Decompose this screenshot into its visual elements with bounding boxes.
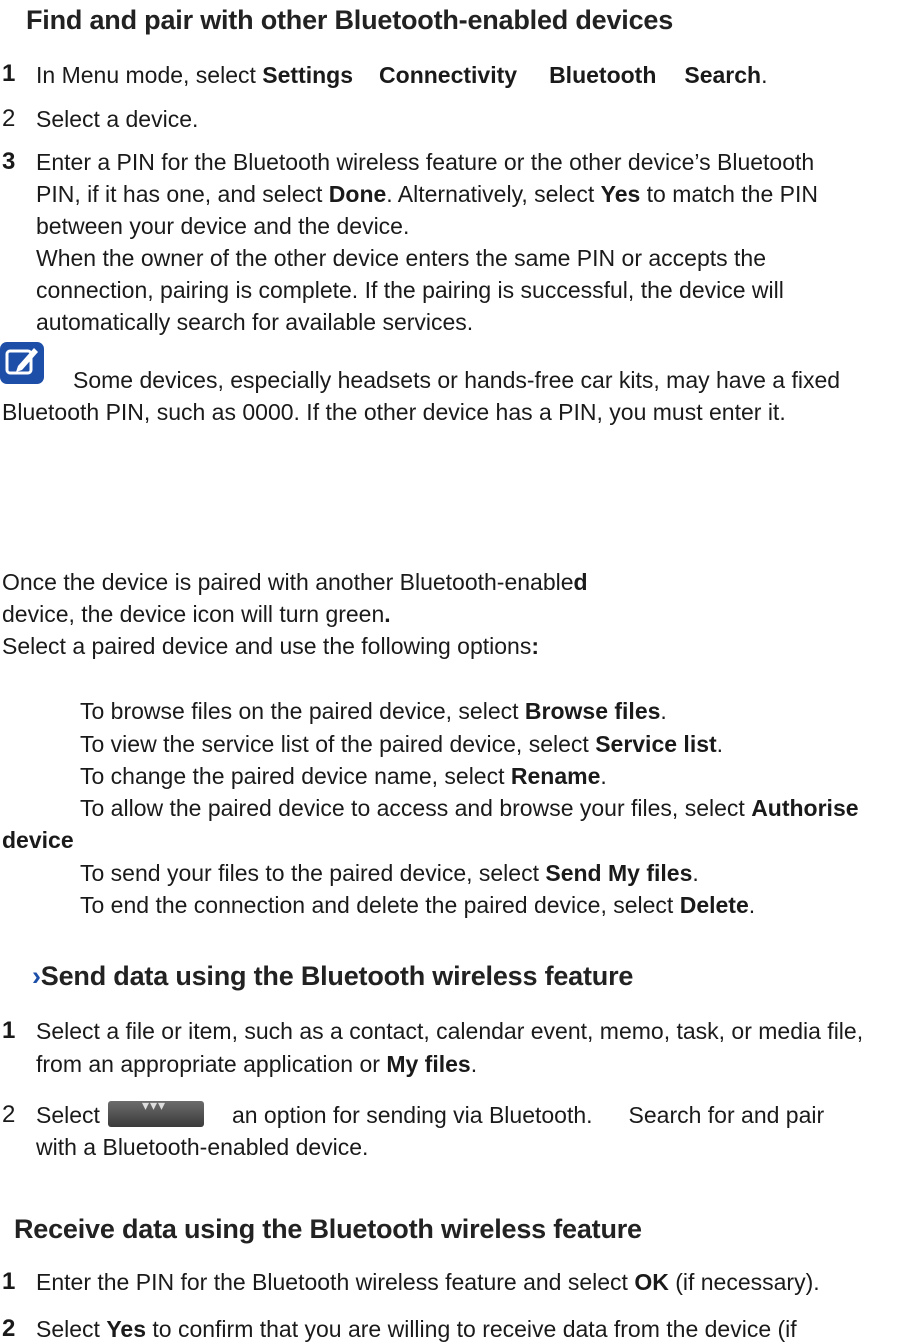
paired-text: : [531, 633, 540, 659]
find-pair-heading: Find and pair with other Bluetooth-enabled devices [26, 5, 674, 35]
step-text: Search for and pair [628, 1102, 825, 1128]
option-label: Rename [510, 763, 601, 789]
step-text: PIN, if it has one, and select [36, 181, 329, 207]
yes-label: Yes [106, 1316, 146, 1342]
step-text: (if necessary). [668, 1269, 820, 1295]
step-text: . Alternatively, select [386, 181, 601, 207]
note-line: Some devices, especially headsets or hands-free car kits, may have a fixed [73, 367, 841, 393]
option-text: To view the service list of the paired device, select [80, 731, 596, 757]
step-text: Enter the PIN for the Bluetooth wireless feature and select [36, 1269, 635, 1295]
step-number: 3 [2, 148, 16, 175]
step-3-line: When the owner of the other device enters the same PIN or accepts the [36, 245, 767, 271]
step-text: to confirm that you are willing to receive data from the device (if [145, 1316, 797, 1342]
more-dots-icon: ▾▾▾ [141, 1097, 167, 1113]
option-text: To change the paired device name, select [80, 763, 511, 789]
option-text: . [660, 698, 667, 724]
menu-path-settings: Settings [262, 62, 354, 88]
send-step-1-line: Select a file or item, such as a contact, calendar event, memo, task, or media file, [36, 1018, 864, 1044]
send-step-2-line [36, 1099, 824, 1131]
option-label: Browse files [524, 698, 661, 724]
step-number: 1 [2, 1268, 16, 1295]
paired-line [2, 630, 539, 662]
step-text: Select [36, 1102, 100, 1128]
menu-path-bluetooth: Bluetooth [549, 62, 657, 88]
option-text: . [748, 892, 756, 918]
option-text: . [600, 763, 607, 789]
receive-step-1-line [36, 1266, 820, 1298]
paired-text: . [384, 601, 391, 627]
more-options-button [108, 1097, 204, 1127]
step-text: In Menu mode, select [36, 62, 263, 88]
send-step-2-line: with a Bluetooth-enabled device. [36, 1134, 369, 1160]
step-number: 2 [2, 1101, 16, 1128]
option-label: Delete [679, 892, 749, 918]
step-2-text: Select a device. [36, 106, 199, 132]
step-text: Select [36, 1316, 107, 1342]
step-number: 1 [2, 60, 16, 87]
paired-line [2, 598, 391, 630]
step-text: from an appropriate application or [36, 1051, 387, 1077]
option-delete [80, 889, 755, 921]
step-3-line: connection, pairing is complete. If the pairing is successful, the device will [36, 277, 784, 303]
note-icon [0, 342, 44, 384]
paired-text: d [573, 569, 588, 595]
option-text: . [716, 731, 724, 757]
send-step-1-line [36, 1048, 477, 1080]
option-text: To send your files to the paired device, select [80, 860, 546, 886]
option-service-list [80, 728, 723, 760]
step-text: to match the PIN [640, 181, 818, 207]
step-text: . [761, 62, 768, 88]
menu-path-connectivity: Connectivity [379, 62, 518, 88]
option-send-my-files [80, 857, 699, 889]
paired-text: device, the device icon will turn green [2, 601, 385, 627]
send-heading [32, 960, 633, 992]
option-text: To browse files on the paired device, select [80, 698, 525, 724]
option-text: To allow the paired device to access and browse your files, select [80, 795, 752, 821]
note-line: Bluetooth PIN, such as 0000. If the other device has a PIN, you must enter it. [2, 399, 786, 425]
receive-step-2-line [36, 1313, 797, 1344]
step-3-line: automatically search for available services. [36, 309, 474, 335]
send-heading-text: Send data using the Bluetooth wireless feature [40, 961, 634, 991]
step-3-line [36, 178, 818, 210]
option-label: Service list [595, 731, 717, 757]
step-text: an option for sending via Bluetooth. [231, 1102, 593, 1128]
paired-line [2, 566, 588, 598]
receive-heading: Receive data using the Bluetooth wireless feature [14, 1214, 642, 1244]
paired-text: Select a paired device and use the following options [2, 633, 532, 659]
option-browse-files [80, 695, 667, 727]
done-label: Done [328, 181, 387, 207]
menu-path-search: Search [684, 62, 762, 88]
step-number: 2 [2, 105, 16, 132]
step-1-text [36, 59, 767, 91]
option-label: Authorise [751, 795, 859, 821]
ok-label: OK [634, 1269, 669, 1295]
option-text: . [692, 860, 699, 886]
step-text: . [470, 1051, 478, 1077]
option-text: To end the connection and delete the paired device, select [80, 892, 680, 918]
yes-label: Yes [600, 181, 641, 207]
option-label: Send My files [545, 860, 693, 886]
step-number: 2 [2, 1315, 16, 1342]
paired-text: Once the device is paired with another Bluetooth-enable [2, 569, 574, 595]
my-files-label: My files [386, 1051, 471, 1077]
step-3-line: between your device and the device. [36, 213, 410, 239]
option-rename [80, 760, 607, 792]
option-authorise-device [80, 792, 859, 824]
chevron-right-icon: › [32, 961, 41, 991]
option-authorise-cont: device [2, 827, 74, 853]
step-3-line: Enter a PIN for the Bluetooth wireless feature or the other device’s Bluetooth [36, 149, 815, 175]
step-number: 1 [2, 1017, 16, 1044]
